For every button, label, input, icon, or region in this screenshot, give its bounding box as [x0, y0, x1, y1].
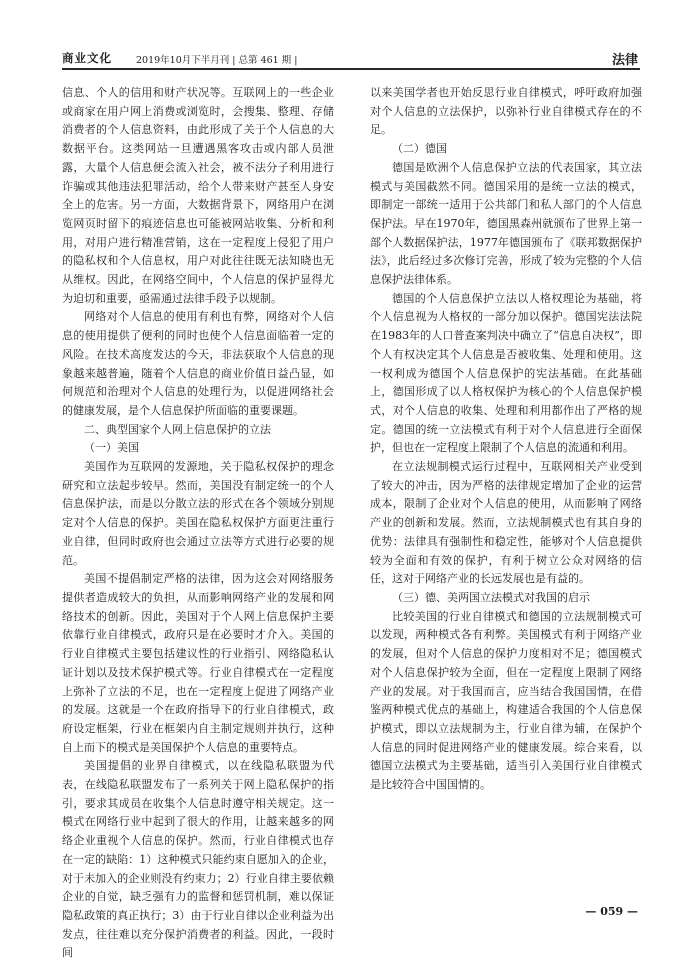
- right-column: [370, 84, 642, 795]
- issue-info: 2019年10月下半月刊 | 总第 461 期 |: [136, 55, 298, 66]
- paragraph: 信息、个人的信用和财产状况等。互联网上的一些企业或商家在用户网上消费或浏览时，会搜集、整理、存储消费者的个人信息资料，由此形成了关于个人信息的大数据平台。这类网站一旦遭遇黑客攻击或内部人员泄露，大量个人信息便会流入社会，被不法分子利用进行诈骗或其他违法犯罪活动，给个人带来财产甚至人身安全上的危害。另一方面，大数据背景下，网络用户在浏览网页时留下的痕迹信息也可能被网站收集、分析和利用，对用户进行精准营销，这在一定程度上侵犯了用户的隐私权和个人信息权，用户对此往往既无法知晓也无从维权。因此，在网络空间中，个人信息的保护显得尤为迫切和重要，亟需通过法律手段予以规制。: [62, 86, 334, 305]
- subheading: （三）德、美两国立法模式对我国的启示: [392, 590, 590, 604]
- header-rule: [62, 68, 640, 70]
- paragraph: 比较美国的行业自律模式和德国的立法规制模式可以发现，两种模式各有利弊。美国模式有利于网络产业的发展，但对个人信息的保护力度相对不足；德国模式对个人信息保护较为全面，但在一定程度上限制了网络产业的发展。对于我国而言，应当结合我国国情，在借鉴两种模式优点的基础上，构建适合我国的个人信息保护模式，即以立法规制为主，行业自律为辅，在保护个人信息的同时促进网络产业的健康发展。综合来看，以德国立法模式为主要基础，适当引入美国行业自律模式是比较符合中国国情的。: [370, 609, 642, 792]
- left-column: [62, 84, 334, 963]
- paragraph: 网络对个人信息的使用有利也有弊，网络对个人信息的使用提供了便利的同时也使个人信息面临着一定的风险。在技术高度发达的今天，非法获取个人信息的现象越来越普遍，随着个人信息的商业价值日益凸显，如何规范和治理对个人信息的处理行为，以促进网络社会的健康发展，是个人信息保护所面临的重要课题。: [62, 310, 334, 417]
- paragraph: 美国提倡的业界自律模式，以在线隐私联盟为代表，在线隐私联盟发布了一系列关于网上隐私保护的指引，要求其成员在收集个人信息时遵守相关规定。这一模式在网络行业中起到了很大的作用，让越来越多的网络企业重视个人信息的保护。然而，行业自律模式也存在一定的缺陷：1）这种模式只能约束自愿加入的企业，对于未加入的企业则没有约束力；2）行业自律主要依赖企业的自觉，缺乏强有力的监督和惩罚机制，难以保证隐私政策的真正执行；3）由于行业自律以企业利益为出发点，往往难以充分保护消费者的利益。因此，一段时间: [62, 759, 334, 960]
- paragraph: 美国作为互联网的发源地，关于隐私权保护的理念研究和立法起步较早。然而，美国没有制定统一的个人信息保护法，而是以分散立法的形式在各个领域分别规定对个人信息的保护。美国在隐私权保护方面更注重行业自律，但同时政府也会通过立法等方式进行必要的规范。: [62, 460, 334, 567]
- paragraph: 美国不提倡制定严格的法律，因为这会对网络服务提供者造成较大的负担，从而影响网络产业的发展和网络技术的创新。因此，美国对于个人网上信息保护主要依靠行业自律模式，政府只是在必要时才介入。美国的行业自律模式主要包括建议性的行业指引、网络隐私认证计划以及技术保护模式等。行业自律模式在一定程度上弥补了立法的不足，也在一定程度上促进了网络产业的发展。这就是一个在政府指导下的行业自律模式，政府设定框架，行业在框架内自主制定规则并执行，这种自上而下的模式是美国保护个人信息的重要特点。: [62, 572, 334, 754]
- page-number: — 059 —: [585, 905, 638, 918]
- section-heading: 二、典型国家个人网上信息保护的立法: [84, 422, 271, 436]
- journal-name: 商业文化: [62, 51, 112, 65]
- subheading: （二）德国: [392, 142, 447, 156]
- section-label: 法律: [611, 53, 638, 68]
- paragraph: 在立法规制模式运行过程中，互联网相关产业受到了较大的冲击，因为严格的法律规定增加了企业的运营成本，限制了企业对个人信息的使用，从而影响了网络产业的创新和发展。然而，立法规制模式也有其自身的优势：法律具有强制性和稳定性，能够对个人信息提供较为全面和有效的保护，有利于树立公众对网络的信任，这对于网络产业的长远发展也是有益的。: [370, 460, 642, 586]
- page-header: [62, 46, 640, 72]
- paragraph: 德国是欧洲个人信息保护立法的代表国家，其立法模式与美国截然不同。德国采用的是统一立法的模式，即制定一部统一适用于公共部门和私人部门的个人信息保护法。早在1970年，德国黑森州就颁布了世界上第一部个人数据保护法，1977年德国颁布了《联邦数据保护法》，此后经过多次修订完善，形成了较为完整的个人信息保护法律体系。: [370, 160, 642, 287]
- subheading: （一）美国: [84, 441, 139, 455]
- paragraph: 以来美国学者也开始反思行业自律模式，呼吁政府加强对个人信息的立法保护，以弥补行业自律模式存在的不足。: [370, 86, 642, 137]
- paragraph: 德国的个人信息保护立法以人格权理论为基础，将个人信息视为人格权的一部分加以保护。德国宪法法院在1983年的人口普查案判决中确立了“信息自决权”，即个人有权决定其个人信息是否被收集、处理和使用。这一权利成为德国个人信息保护的宪法基础。在此基础上，德国形成了以人格权保护为核心的个人信息保护模式，对个人信息的收集、处理和利用都作出了严格的规定。德国的统一立法模式有利于对个人信息进行全面保护，但也在一定程度上限制了个人信息的流通和利用。: [370, 291, 642, 455]
